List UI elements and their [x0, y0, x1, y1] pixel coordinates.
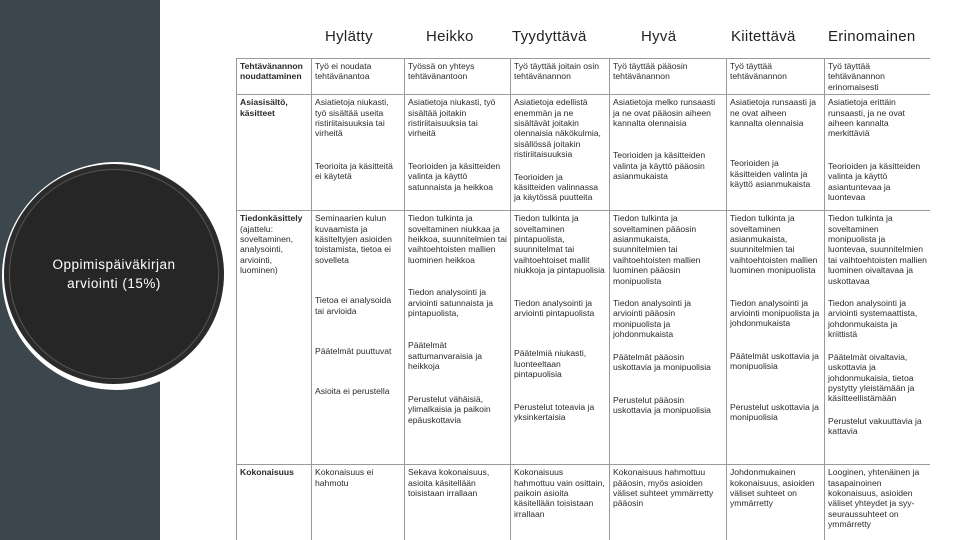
criterion-cell: Kokonaisuus [237, 465, 312, 540]
rubric-row-processing [237, 211, 931, 465]
rubric-cell: Työ täyttää tehtävänannon erinomaisesti [825, 59, 931, 95]
rubric-row-task [237, 59, 931, 95]
rubric-cell: Asiatietoja melko runsaasti ja ne ovat pääosin aiheen kannalta olennaisia Teorioiden ja käsitteiden valinta ja käyttö pääosin asianmukaista [610, 95, 727, 211]
rubric-cell: Tiedon tulkinta ja soveltaminen niukkaa ja heikkoa, suunnitelmien tai vaihtoehtoisten mallien luominen heikkoa Tiedon analysointi ja arviointi satunnaista ja pintapuolista, Päätelmät sattumanvaraisia ja heikkoja Perustelut vähäisiä, ylimalkaisia ja paikoin epäuskottavia [405, 211, 511, 465]
rubric-cell: Asiatietoja edellistä enemmän ja ne sisältävät joitakin olennaisia näkökulmia, sisällössä joitakin ristiriitaisuuksia Teorioiden ja käsitteiden valinnassa ja käytössä puutteita [511, 95, 610, 211]
rubric-cell: Johdonmukainen kokonaisuus, asioiden väliset suhteet on ymmärretty [727, 465, 825, 540]
grade-heikko: Heikko [426, 28, 474, 45]
rubric-cell: Tiedon tulkinta ja soveltaminen pääosin asianmukaista, suunnitelmien tai vaihtoehtoisten mallien luominen pääosin monipuolista Tiedon analysointi ja arviointi pääosin monipuolista ja johdonmukaista Päätelmät pääosin uskottavia ja monipuolisia Perustelut pääosin uskottavia ja monipuolisia [610, 211, 727, 465]
rubric-cell: Työ ei noudata tehtävänantoa [312, 59, 405, 95]
rubric-cell: Asiatietoja niukasti, työ sisältää joitakin ristiriitaisuuksia tai virheitä Teorioiden ja käsitteiden valinta ja käyttö satunnaista ja heikkoa [405, 95, 511, 211]
rubric-cell: Tiedon tulkinta ja soveltaminen pintapuolista, suunnitelmat tai vaihtoehtoiset mallit niukkoja ja pintapuolisia Tiedon analysointi ja arviointi pintapuolista Päätelmiä niukasti, luonteeltaan pintapuolisia Perustelut toteavia ja yksinkertaisia [511, 211, 610, 465]
rubric-cell: Kokonaisuus hahmottuu pääosin, myös asioiden väliset suhteet ymmärretty pääosin [610, 465, 727, 540]
rubric-image [236, 58, 930, 540]
rubric-cell: Työ täyttää tehtävänannon [727, 59, 825, 95]
criterion-cell: Asiasisältö, käsitteet [237, 95, 312, 211]
criterion-cell: Tiedonkäsittely (ajattelu: soveltaminen, analysointi, arviointi, luominen) [237, 211, 312, 465]
rubric-cell: Looginen, yhtenäinen ja tasapainoinen kokonaisuus, asioiden väliset yhteydet ja syy-seuraussuhteet on ymmärretty [825, 465, 931, 540]
slide-title: Oppimispäiväkirjan arviointi (15%) [52, 257, 176, 291]
rubric-cell: Asiatietoja runsaasti ja ne ovat aiheen kannalta olennaisia Teorioiden ja käsitteiden valinta ja käyttö asianmukaista [727, 95, 825, 211]
rubric-cell: Tiedon tulkinta ja soveltaminen asianmukaista, suunnitelmien tai vaihtoehtoisten mallien luominen monipuolista Tiedon analysointi ja arviointi monipuolista ja johdonmukaista Päätelmät uskottavia ja monipuolisia Perustelut uskottavia ja monipuolisia [727, 211, 825, 465]
rubric-row-overall [237, 465, 931, 540]
rubric-cell: Sekava kokonaisuus, asioita käsitellään toisistaan irrallaan [405, 465, 511, 540]
grade-tyydyttava: Tyydyttävä [512, 28, 587, 45]
grade-erinomainen: Erinomainen [828, 28, 916, 45]
rubric-cell: Työ täyttää joitain osin tehtävänannon [511, 59, 610, 95]
rubric-cell: Tiedon tulkinta ja soveltaminen monipuolista ja luontevaa, suunnitelmien tai vaihtoehtoisten mallien luominen oivaltavaa ja uskottavaa Tiedon analysointi ja arviointi systemaattista, johdonmukaista ja kriittistä Päätelmät oivaltavia, uskottavia ja johdonmukaisia, tietoa pystytty yleistämään ja käsitteellistämään Perustelut vakuuttavia ja kattavia [825, 211, 931, 465]
rubric-table [236, 58, 930, 540]
title-circle [9, 169, 219, 379]
rubric-row-content [237, 95, 931, 211]
grade-header [0, 28, 960, 50]
rubric-cell: Kokonaisuus hahmottuu vain osittain, paikoin asioita käsitellään toisistaan irrallaan [511, 465, 610, 540]
grade-hylatty: Hylätty [325, 28, 373, 45]
rubric-cell: Työ täyttää pääosin tehtävänannon [610, 59, 727, 95]
grade-hyva: Hyvä [641, 28, 677, 45]
rubric-cell: Kokonaisuus ei hahmotu [312, 465, 405, 540]
rubric-cell: Työssä on yhteys tehtävänantoon [405, 59, 511, 95]
grade-kiitettava: Kiitettävä [731, 28, 796, 45]
rubric-cell: Asiatietoja niukasti, työ sisältää useita ristiriitaisuuksia tai virheitä Teorioita ja käsitteitä ei käytetä [312, 95, 405, 211]
rubric-cell: Seminaarien kulun kuvaamista ja käsiteltyjen asioiden toistamista, tietoa ei sovelleta Tietoa ei analysoida tai arvioida Päätelmät puuttuvat Asioita ei perustella [312, 211, 405, 465]
rubric-cell: Asiatietoja erittäin runsaasti, ja ne ovat aiheen kannalta merkittäviä Teorioiden ja käsitteiden valinta ja käyttö asiantuntevaa ja luontevaa [825, 95, 931, 211]
criterion-cell: Tehtävänannon noudattaminen [237, 59, 312, 95]
